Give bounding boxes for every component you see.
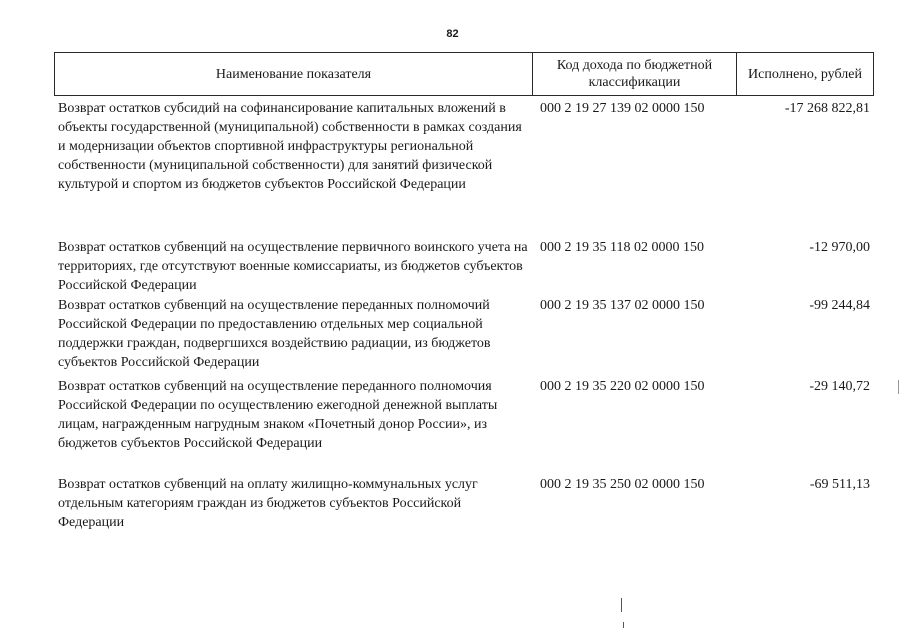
scan-mark [898, 380, 899, 394]
row-code: 000 2 19 35 220 02 0000 150 [540, 379, 705, 394]
row-name: Возврат остатков субвенций на осуществление переданного полномочия Российской Федерации по осуществлению ежегодной денежной выплаты лицам, награжденным нагрудным знаком «Почетный донор России», из бюджетов субъектов Российской Федерации [58, 379, 498, 451]
header-name: Наименование показателя [55, 53, 533, 95]
row-name: Возврат остатков субвенций на осуществление переданных полномочий Российской Федерации по предоставлению отдельных мер социальной поддержки граждан, подвергшихся воздействию радиации, из бюджетов субъектов Российской Федерации [58, 298, 491, 370]
table-header [54, 52, 874, 96]
scan-mark [621, 598, 622, 612]
row-name: Возврат остатков субвенций на оплату жилищно-коммунальных услуг отдельным категориям граждан из бюджетов субъектов Российской Федерации [58, 477, 478, 530]
row-amount: -12 970,00 [809, 240, 870, 255]
row-name: Возврат остатков субсидий на софинансирование капитальных вложений в объекты государственной (муниципальной) собственности в рамках создания и модернизации объектов спортивной инфраструктуры региональной собственности (муниципальной собственности) для занятий физической культурой и спортом из бюджетов субъектов Российской Федерации [58, 101, 522, 192]
row-amount: -69 511,13 [809, 477, 870, 492]
row-amount: -17 268 822,81 [784, 101, 870, 116]
page-number: 82 [446, 28, 459, 40]
header-code: Код дохода по бюджетной классификации [533, 53, 737, 95]
row-code: 000 2 19 35 118 02 0000 150 [540, 240, 704, 255]
header-amount: Исполнено, рублей [748, 66, 862, 82]
row-code: 000 2 19 35 137 02 0000 150 [540, 298, 705, 313]
row-code: 000 2 19 27 139 02 0000 150 [540, 101, 705, 116]
row-name: Возврат остатков субвенций на осуществление первичного воинского учета на территориях, где отсутствуют военные комиссариаты, из бюджетов субъектов Российской Федерации [58, 240, 528, 293]
scan-mark [623, 622, 624, 628]
row-amount: -29 140,72 [809, 379, 870, 394]
row-amount: -99 244,84 [809, 298, 870, 313]
row-code: 000 2 19 35 250 02 0000 150 [540, 477, 705, 492]
